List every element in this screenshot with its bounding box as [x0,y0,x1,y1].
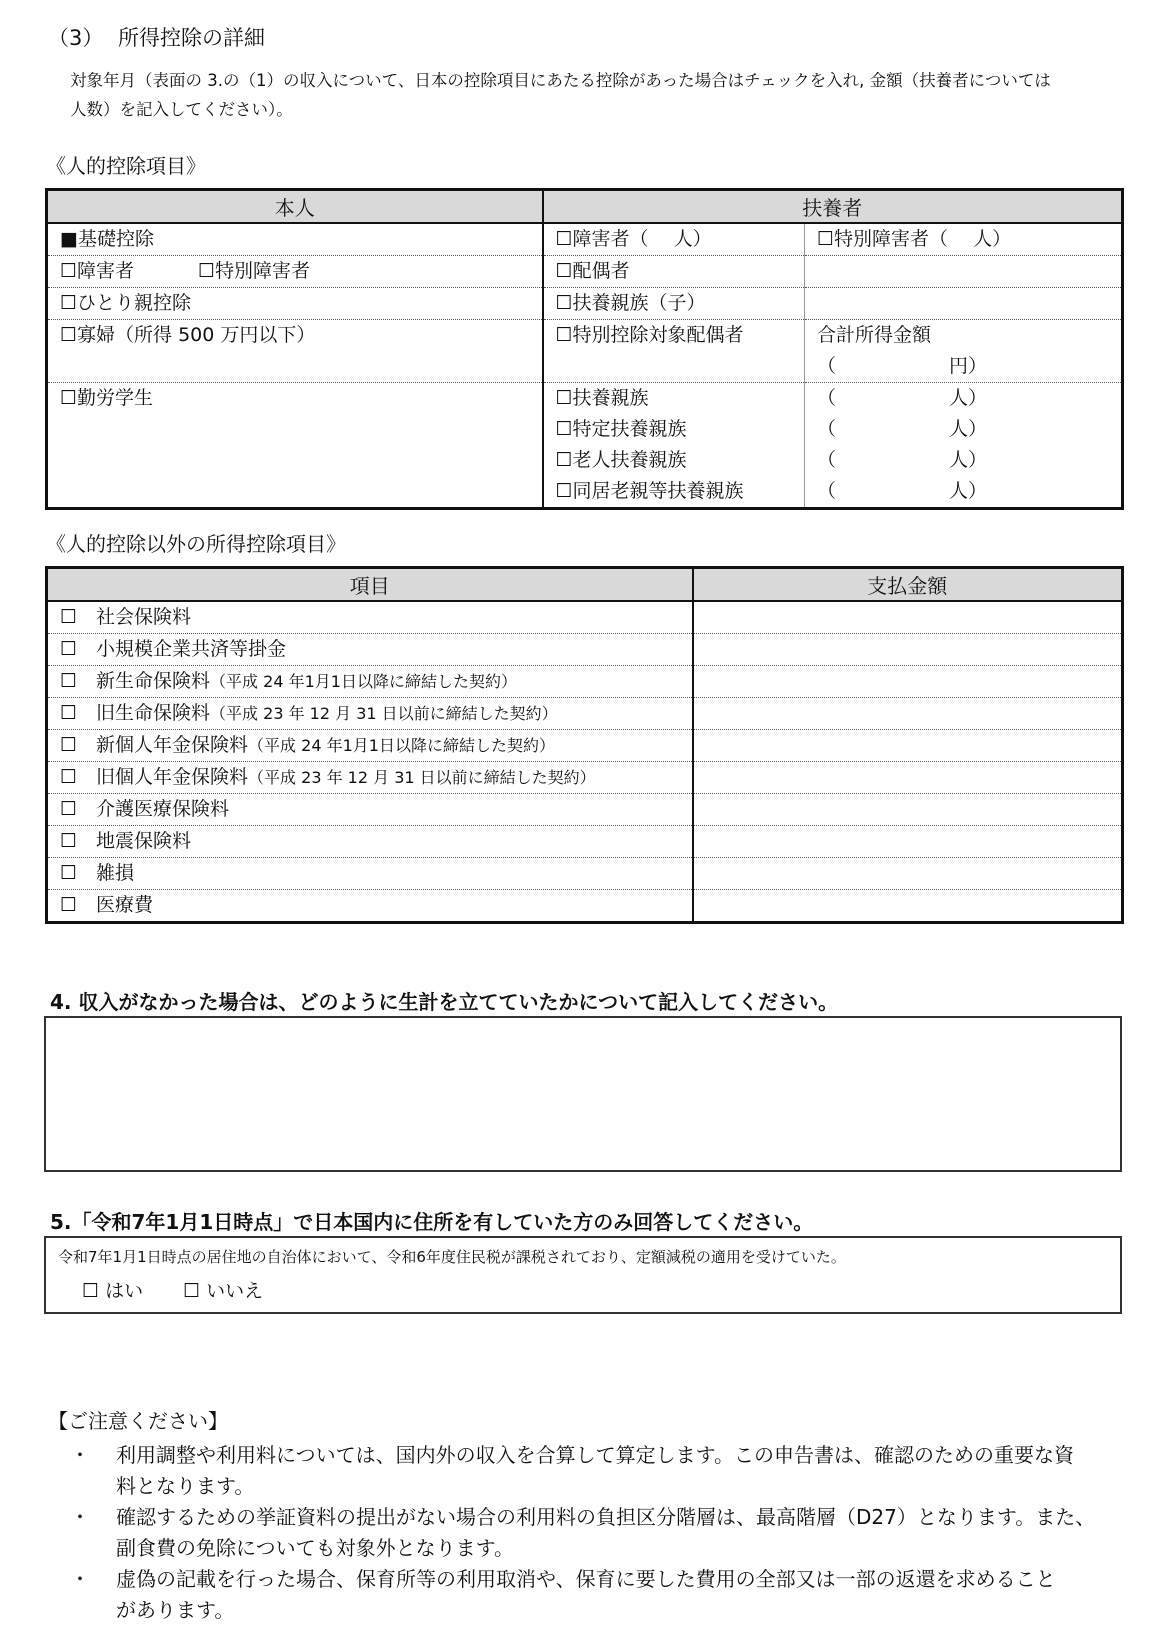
yes-checkbox[interactable]: ☐ はい [82,1280,144,1302]
question-5-box [44,1236,1122,1314]
elderly-dependent-checkbox[interactable]: ☐老人扶養親族 [555,449,687,471]
note-line: 利用調整や利用料については、国内外の収入を合算して算定します。この申告書は、確認のための重要な資 [116,1443,1074,1467]
cohabiting-count-field[interactable]: （ 人） [817,480,987,502]
deduction-item-small-business-mutual[interactable]: ☐ 小規模企業共済等掛金 [47,634,693,666]
amount-field[interactable] [693,666,1123,698]
specific-dependent-checkbox[interactable]: ☐特定扶養親族 [555,418,687,440]
cohabiting-elderly-parent-checkbox[interactable]: ☐同居老親等扶養親族 [555,480,744,502]
dependent-relatives-checkbox[interactable]: ☐扶養親族 [555,387,649,409]
deduction-item-old-pension-insurance[interactable]: ☐ 旧個人年金保険料（平成 23 年 12 月 31 日以前に締結した契約） [47,762,693,794]
dependent-child-checkbox[interactable]: ☐扶養親族（子） [543,288,805,320]
total-income-field[interactable] [805,320,1123,383]
deduction-item-nursing-medical-insurance[interactable]: ☐ 介護医療保険料 [47,794,693,826]
deduction-item-medical-expenses[interactable]: ☐ 医療費 [60,894,154,916]
spouse-checkbox[interactable]: ☐配偶者 [543,256,805,288]
deduction-item-social-insurance[interactable]: ☐ 社会保険料 [47,601,693,634]
note-item [70,1564,1140,1626]
amount-field[interactable] [693,858,1123,890]
single-parent-checkbox[interactable]: ☐ひとり親控除 [47,288,543,320]
working-student-checkbox[interactable]: ☐勤労学生 [60,387,154,409]
note-line: 確認するための挙証資料の提出がない場合の利用料の負担区分階層は、最高階層（D27）となります。また、 [116,1505,1096,1529]
section-number: （3） [48,26,104,50]
dep-special-disabled-checkbox[interactable]: ☐特別障害者（ 人） [805,223,1123,256]
deduction-item-new-life-insurance[interactable]: ☐ 新生命保険料（平成 24 年1月1日以降に締結した契約） [47,666,693,698]
dep-disabled-checkbox[interactable]: ☐障害者（ 人） [543,223,805,256]
amount-field[interactable] [693,794,1123,826]
section-title: 所得控除の詳細 [118,26,265,50]
question-5-title: 5.「令和7年1月1日時点」で日本国内に住所を有していた方のみ回答してください。 [50,1210,814,1234]
special-spouse-checkbox[interactable]: ☐特別控除対象配偶者 [543,320,805,383]
col-header-amount: 支払金額 [693,568,1123,602]
deduction-item-casualty-loss[interactable]: ☐ 雑損 [47,858,693,890]
yes-no-options [82,1276,303,1303]
bullet: ・ [70,1567,90,1591]
note-item [70,1502,1140,1564]
amount-field[interactable] [693,762,1123,794]
note-line: 料となります。 [116,1474,255,1498]
note-line: 虚偽の記載を行った場合、保育所等の利用取消や、保育に要した費用の全部又は一部の返還を求めること [116,1567,1056,1591]
col-header-self: 本人 [47,190,543,224]
deduction-item-earthquake-insurance[interactable]: ☐ 地震保険料 [47,826,693,858]
dependent-count-field[interactable]: （ 人） [817,387,987,409]
basic-deduction-checkbox[interactable]: ■基礎控除 [47,223,543,256]
intro-line-1: 対象年月（表面の 3.の（1）の収入について、日本の控除項目にあたる控除があった場合はチェックを入れ, 金額（扶養者については [70,71,1051,90]
personal-section-title: 《人的控除項目》 [46,154,206,178]
amount-field[interactable] [693,826,1123,858]
amount-field[interactable] [693,730,1123,762]
note-line: 副食費の免除についても対象外となります。 [116,1536,514,1560]
intro-line-2: 人数）を記入してください）。 [70,100,293,119]
notes-list [70,1440,1140,1626]
note-item [70,1440,1140,1502]
dependent-list [543,383,805,509]
deduction-item-new-pension-insurance[interactable]: ☐ 新個人年金保険料（平成 24 年1月1日以降に締結した契約） [47,730,693,762]
self-special-disabled-checkbox[interactable]: ☐特別障害者 [198,260,311,282]
livelihood-textarea[interactable] [44,1016,1122,1172]
yen-close: 円） [948,355,987,377]
paren-open: （ [817,355,837,377]
total-income-label: 合計所得金額 [817,324,932,346]
col-header-item: 項目 [47,568,693,602]
amount-field[interactable] [693,698,1123,730]
question-4-title: 4. 収入がなかった場合は、どのように生計を立てていたかについて記入してください。 [50,990,839,1014]
self-disabled-checkbox[interactable]: ☐障害者 [60,260,135,282]
section-heading [48,22,265,52]
amount-field[interactable] [693,601,1123,634]
bullet: ・ [70,1443,90,1467]
dependent-count-list [805,383,1123,509]
specific-dependent-count-field[interactable]: （ 人） [817,418,987,440]
notes-title: 【ご注意ください】 [48,1409,228,1433]
note-line: があります。 [116,1598,235,1622]
deduction-item-old-life-insurance[interactable]: ☐ 旧生命保険料（平成 23 年 12 月 31 日以前に締結した契約） [47,698,693,730]
amount-field[interactable] [693,890,1123,923]
no-checkbox[interactable]: ☐ いいえ [183,1280,264,1302]
dependent-child-count-field[interactable] [805,288,1123,320]
self-disabled-cell [47,256,543,288]
personal-deduction-table [45,188,1124,510]
spouse-count-field[interactable] [805,256,1123,288]
widow-checkbox[interactable]: ☐寡婦（所得 500 万円以下） [47,320,543,383]
elderly-dependent-count-field[interactable]: （ 人） [817,449,987,471]
flat-tax-reduction-statement: 令和7年1月1日時点の居住地の自治体において、令和6年度住民税が課税されており、定額減税の適用を受けていた。 [58,1248,846,1266]
bullet: ・ [70,1505,90,1529]
col-header-dependent: 扶養者 [543,190,1123,224]
other-deduction-table [45,566,1124,924]
other-section-title: 《人的控除以外の所得控除項目》 [46,532,346,556]
intro-text [70,66,1130,124]
amount-field[interactable] [693,634,1123,666]
